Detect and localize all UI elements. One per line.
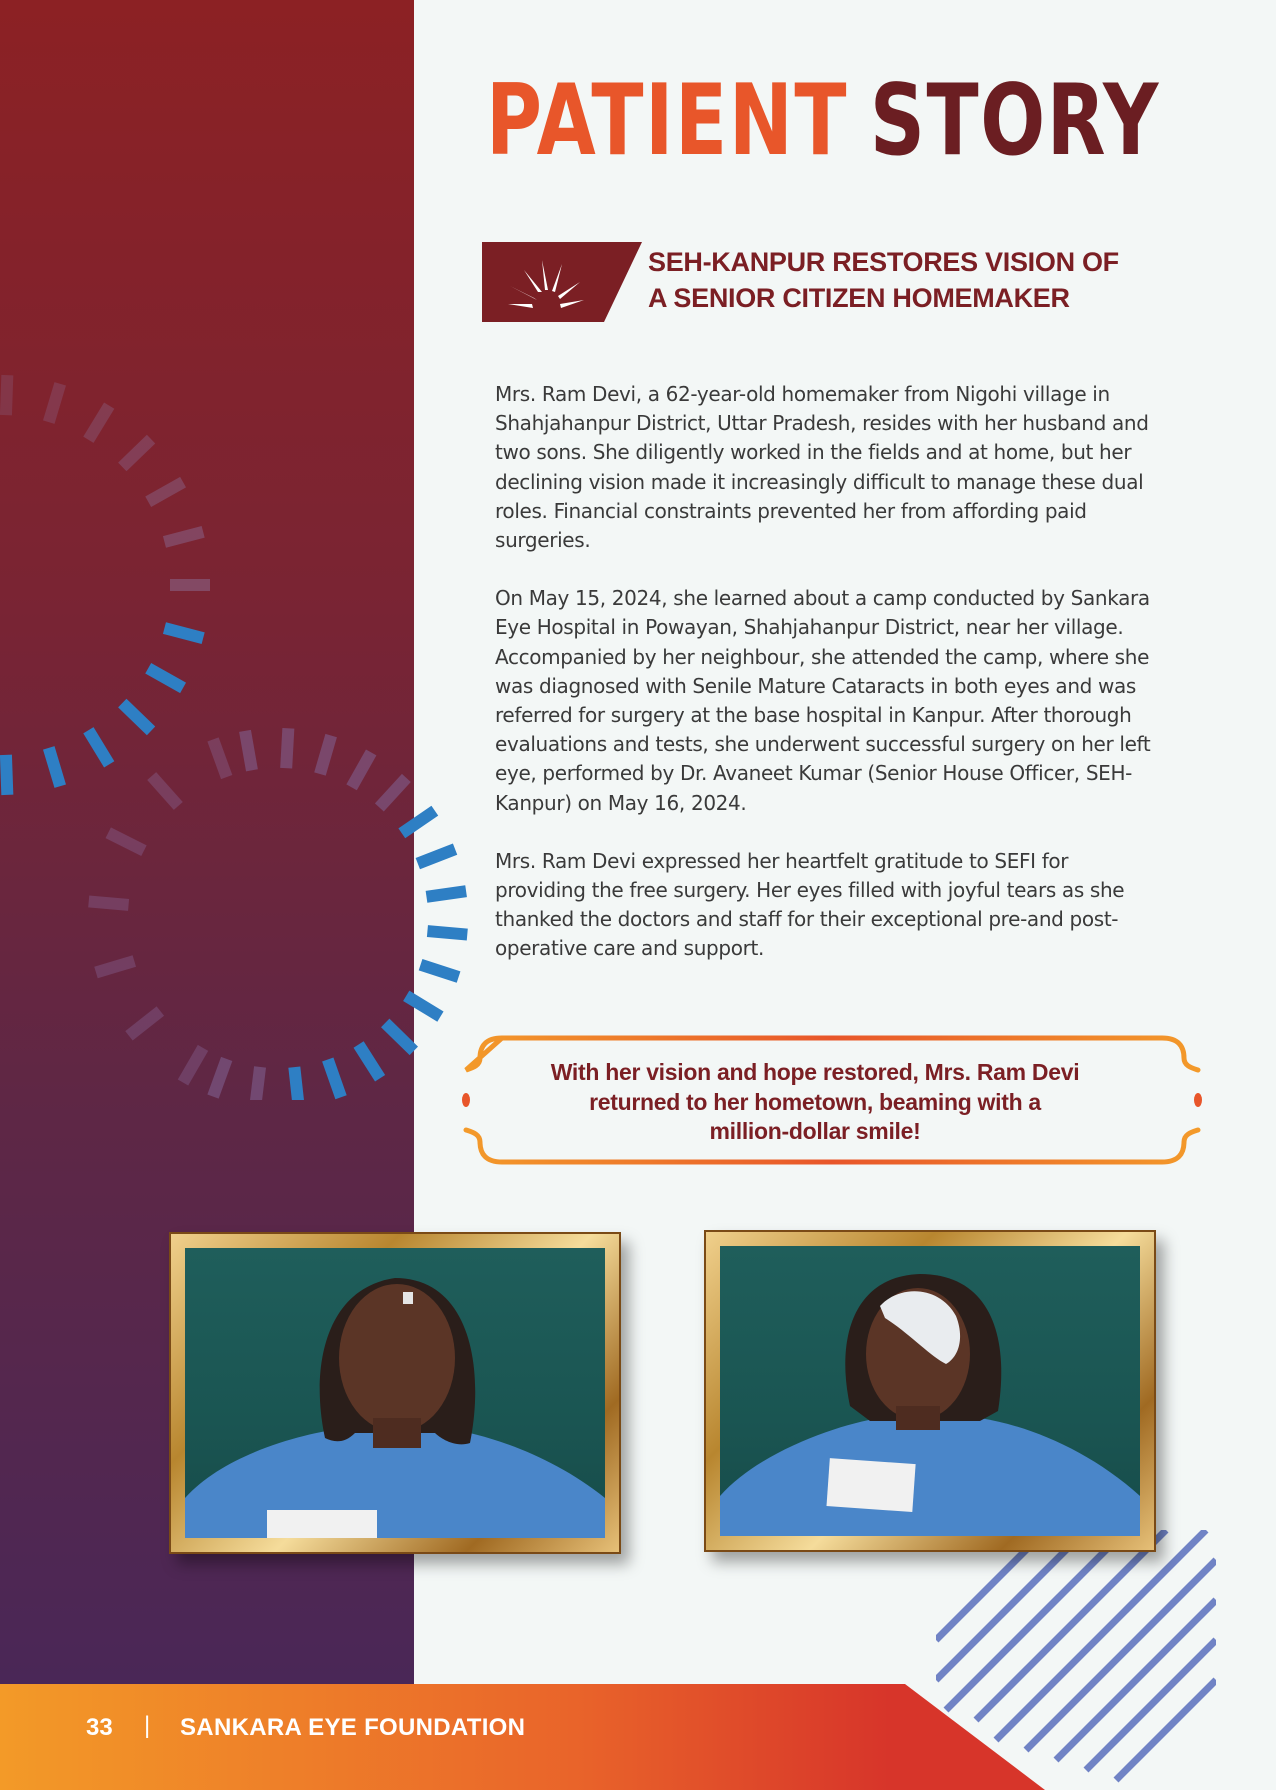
sunburst-icon: [482, 242, 642, 322]
patient-photo-after: [704, 1230, 1156, 1552]
photo-canvas: [720, 1246, 1140, 1536]
patient-portrait-image: [185, 1248, 605, 1538]
quote-line-1: With her vision and hope restored, Mrs. Ram Devi: [550, 1059, 1080, 1085]
headline-line-2: A SENIOR CITIZEN HOMEMAKER: [648, 283, 1070, 313]
patient-photo-before: [169, 1232, 621, 1554]
title-word-patient: PATIENT: [486, 64, 849, 178]
footer-separator: |: [144, 1712, 151, 1739]
story-headline: [648, 244, 1188, 316]
title-word-story: STORY: [869, 64, 1160, 178]
footer-page-number: 33: [86, 1714, 113, 1741]
footer-org-name: SANKARA EYE FOUNDATION: [180, 1714, 526, 1741]
patient-portrait-image: [720, 1246, 1140, 1536]
quote-text: [500, 1058, 1130, 1147]
decorative-dash-circles: [0, 0, 480, 1100]
quote-line-3: million-dollar smile!: [709, 1118, 921, 1144]
page-title: [486, 64, 1160, 178]
headline-line-1: SEH-KANPUR RESTORES VISION OF: [648, 247, 1119, 277]
story-paragraph: Mrs. Ram Devi expressed her heartfelt gratitude to SEFI for providing the free surgery. Her eyes filled with joyful tears as she thanked the doctors and staff for their exceptional pre-and post-operative care and support.: [495, 848, 1125, 961]
story-body: [495, 380, 1155, 993]
photo-canvas: [185, 1248, 605, 1538]
quote-line-2: returned to her hometown, beaming with a: [589, 1088, 1041, 1115]
story-paragraph: On May 15, 2024, she learned about a camp conducted by Sankara Eye Hospital in Powayan, Shahjahanpur District, near her village. Accompanied by her neighbour, she attended the camp, where she was diagnosed with Senile Mature Cataracts in both eyes and was referred for surgery at the base hospital in Kanpur. After thorough evaluations and tests, she underwent successful surgery on her left eye, performed by Dr. Avaneet Kumar (Senior House Officer, SEH-Kanpur) on May 16, 2024.: [495, 586, 1151, 815]
story-paragraph: Mrs. Ram Devi, a 62-year-old homemaker from Nigohi village in Shahjahanpur District, Uttar Pradesh, resides with her husband and two sons. She diligently worked in the fields and at home, but her declining vision made it increasingly difficult to manage these dual roles. Financial constraints prevented her from affording paid surgeries.: [495, 382, 1149, 553]
